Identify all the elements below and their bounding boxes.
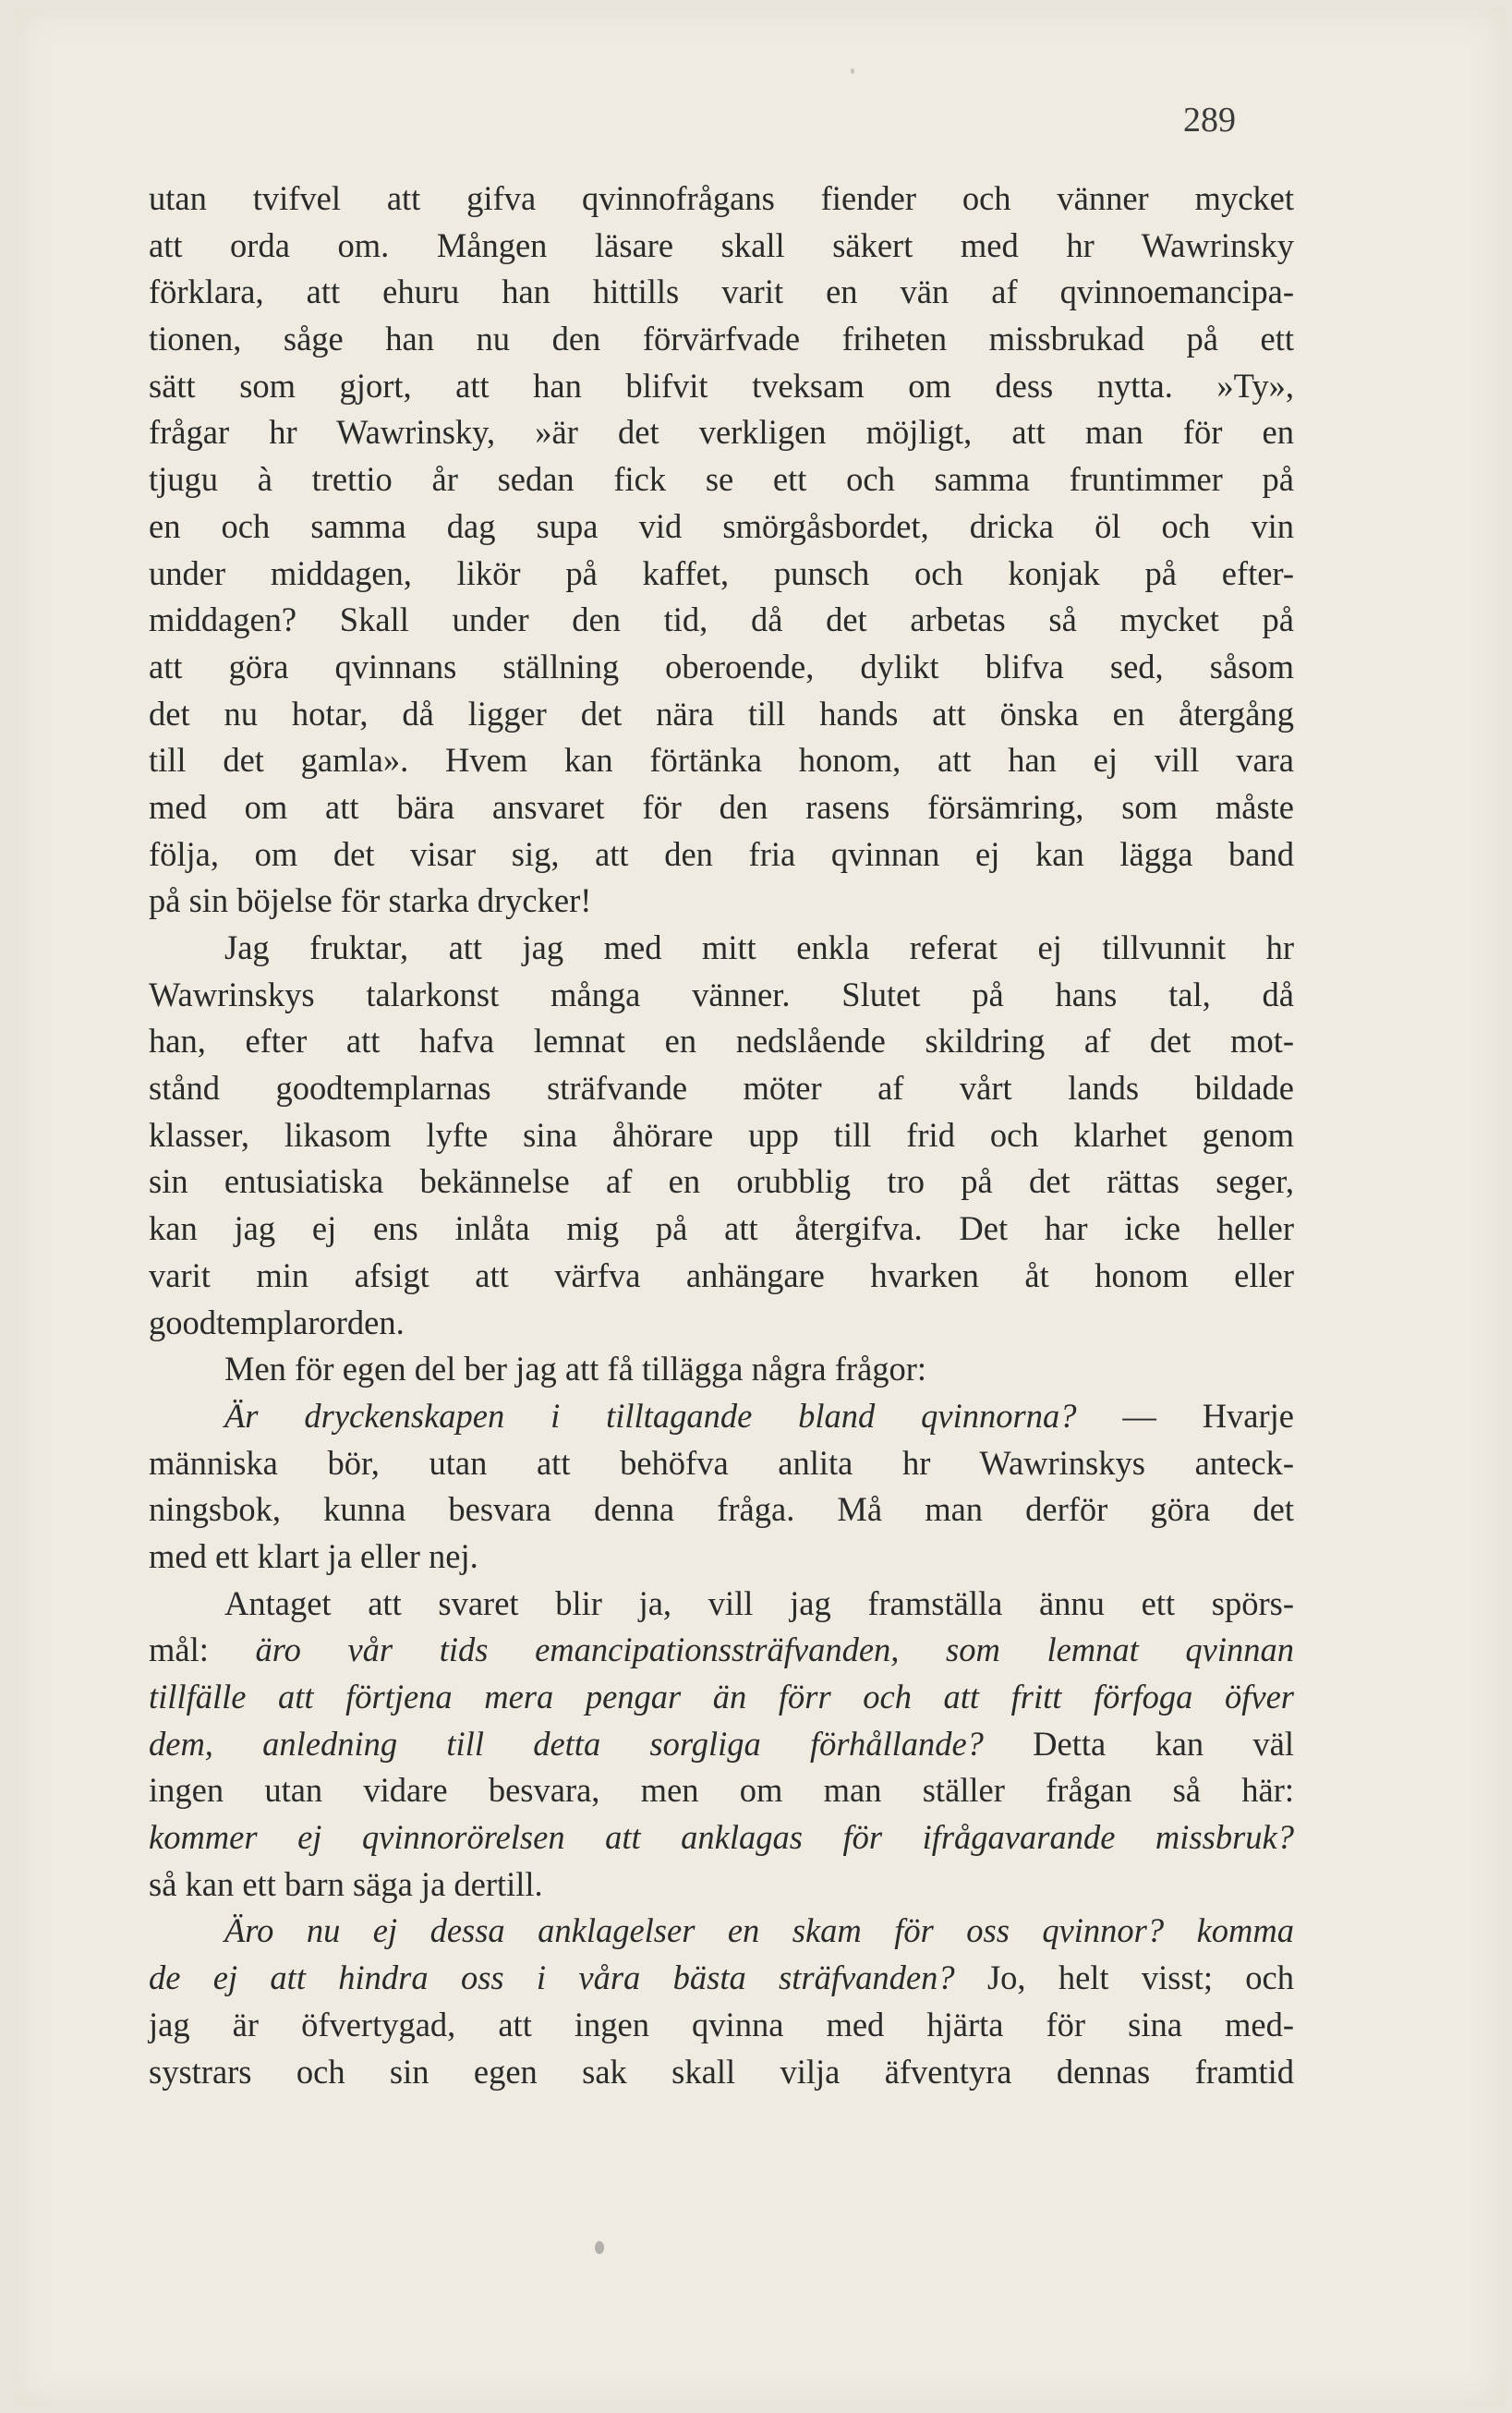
text-segment: han, efter att hafva lemnat en nedslående skildring af det mot- xyxy=(149,1022,1294,1061)
text-line xyxy=(149,644,1294,691)
text-segment: till det gamla». Hvem kan förtänka honom, att han ej vill vara xyxy=(149,741,1294,780)
text-line xyxy=(149,223,1294,270)
text-line xyxy=(149,737,1294,784)
ink-speck xyxy=(595,2241,604,2254)
italic-text: kommer ej qvinnorörelsen att anklagas för ifrågavarande missbruk? xyxy=(149,1818,1294,1857)
italic-text: Äro nu ej dessa anklagelser en skam för oss qvinnor? komma xyxy=(224,1911,1294,1950)
text-line xyxy=(149,2049,1294,2096)
text-segment: stånd goodtemplarnas sträfvande möter af vårt lands bildade xyxy=(149,1069,1294,1108)
text-line xyxy=(149,176,1294,223)
text-segment: Wawrinskys talarkonst många vänner. Slutet på hans tal, då xyxy=(149,975,1294,1013)
text-line xyxy=(149,409,1294,456)
text-line xyxy=(149,1908,1294,1955)
text-segment: middagen? Skall under den tid, då det arbetas så mycket på xyxy=(149,600,1294,639)
text-segment: Antaget att svaret blir ja, vill jag framställa ännu ett spörs- xyxy=(224,1583,1294,1622)
text-segment: tionen, såge han nu den förvärfvade friheten missbrukad på ett xyxy=(149,320,1294,358)
ink-speck xyxy=(851,68,854,74)
text-segment: sin entusiatiska bekännelse af en orubblig tro på det rättas seger, xyxy=(149,1162,1294,1201)
text-line xyxy=(149,2002,1294,2049)
text-line xyxy=(149,1814,1294,1861)
italic-text: tillfälle att förtjena mera pengar än förr och att fritt förfoga öfver xyxy=(149,1678,1294,1716)
text-segment: med ett klart ja eller nej. xyxy=(149,1536,478,1575)
text-line xyxy=(149,1534,1294,1581)
text-line xyxy=(149,878,1294,925)
text-line xyxy=(149,1486,1294,1534)
text-line xyxy=(149,1346,1294,1393)
text-segment: Jo, helt visst; och xyxy=(954,1958,1294,1997)
text-line xyxy=(149,456,1294,503)
text-segment: ningsbok, kunna besvara denna fråga. Må man derför göra det xyxy=(149,1490,1294,1529)
italic-text: dem, anledning till detta sorgliga förhållande? xyxy=(149,1724,984,1763)
text-segment: Men för egen del ber jag att få tillägga några frågor: xyxy=(224,1350,927,1388)
text-segment: — Hvarje xyxy=(1076,1396,1294,1435)
text-line xyxy=(149,925,1294,972)
text-line xyxy=(149,784,1294,831)
text-segment: på sin böjelse för starka drycker! xyxy=(149,881,592,920)
text-line xyxy=(149,1112,1294,1159)
text-segment: det nu hotar, då ligger det nära till hands att önska en återgång xyxy=(149,694,1294,733)
book-page xyxy=(15,7,1505,2406)
text-segment: följa, om det visar sig, att den fria qvinnan ej kan lägga band xyxy=(149,834,1294,873)
text-segment: tjugu à trettio år sedan fick se ett och samma fruntimmer på xyxy=(149,460,1294,499)
text-segment: med om att bära ansvaret för den rasens försämring, som måste xyxy=(149,787,1294,826)
text-line xyxy=(149,1721,1294,1768)
text-line xyxy=(149,1440,1294,1487)
text-line xyxy=(149,1300,1294,1347)
body-text xyxy=(149,176,1294,2095)
italic-text: Är dryckenskapen i tilltagande bland qvinnorna? xyxy=(224,1396,1077,1435)
text-line xyxy=(149,691,1294,738)
text-line xyxy=(149,363,1294,410)
text-segment: frågar hr Wawrinsky, »är det verkligen möjligt, att man för en xyxy=(149,413,1294,452)
text-line xyxy=(149,1065,1294,1112)
italic-text: äro vår tids emancipationssträfvanden, som lemnat qvinnan xyxy=(255,1631,1295,1669)
text-segment: Jag fruktar, att jag med mitt enkla referat ej tillvunnit hr xyxy=(224,928,1294,966)
text-line xyxy=(149,1955,1294,2002)
text-segment: jag är öfvertygad, att ingen qvinna med hjärta för sina med- xyxy=(149,2005,1294,2043)
text-line xyxy=(149,1581,1294,1628)
text-line xyxy=(149,269,1294,316)
text-line xyxy=(149,1018,1294,1065)
text-line xyxy=(149,316,1294,363)
text-segment: under middagen, likör på kaffet, punsch och konjak på efter- xyxy=(149,553,1294,592)
text-line xyxy=(149,1158,1294,1206)
text-segment: så kan ett barn säga ja dertill. xyxy=(149,1864,543,1903)
text-line xyxy=(149,1674,1294,1721)
text-segment: människa bör, utan att behöfva anlita hr Wawrinskys anteck- xyxy=(149,1443,1294,1482)
text-line xyxy=(149,1861,1294,1909)
text-line xyxy=(149,503,1294,551)
text-segment: att göra qvinnans ställning oberoende, dylikt blifva sed, såsom xyxy=(149,647,1294,685)
text-segment: klasser, likasom lyfte sina åhörare upp till frid och klarhet genom xyxy=(149,1115,1294,1154)
text-line xyxy=(149,1767,1294,1814)
text-line xyxy=(149,1393,1294,1440)
italic-text: de ej att hindra oss i våra bästa sträfvanden? xyxy=(149,1958,955,1997)
text-segment: ingen utan vidare besvara, men om man ställer frågan så här: xyxy=(149,1771,1294,1810)
text-segment: goodtemplarorden. xyxy=(149,1303,405,1341)
text-line xyxy=(149,831,1294,879)
text-segment: sätt som gjort, att han blifvit tveksam om dess nytta. »Ty», xyxy=(149,366,1294,405)
text-segment: mål: xyxy=(149,1631,256,1669)
text-segment: att orda om. Mången läsare skall säkert med hr Wawrinsky xyxy=(149,225,1294,264)
text-segment: systrars och sin egen sak skall vilja äfventyra dennas framtid xyxy=(149,2052,1294,2091)
text-segment: förklara, att ehuru han hittills varit en vän af qvinnoemancipa- xyxy=(149,273,1294,311)
text-line xyxy=(149,1627,1294,1674)
text-line xyxy=(149,551,1294,598)
text-segment: varit min afsigt att värfva anhängare hvarken åt honom eller xyxy=(149,1255,1294,1294)
text-segment: Detta kan väl xyxy=(983,1724,1294,1763)
page-number: 289 xyxy=(1183,101,1236,139)
text-line xyxy=(149,972,1294,1019)
text-line xyxy=(149,1206,1294,1253)
text-segment: kan jag ej ens inlåta mig på att återgifva. Det har icke heller xyxy=(149,1209,1294,1248)
text-segment: en och samma dag supa vid smörgåsbordet, dricka öl och vin xyxy=(149,506,1294,545)
text-segment: utan tvifvel att gifva qvinnofrågans fiender och vänner mycket xyxy=(149,179,1294,217)
text-line xyxy=(149,1253,1294,1300)
text-line xyxy=(149,597,1294,644)
